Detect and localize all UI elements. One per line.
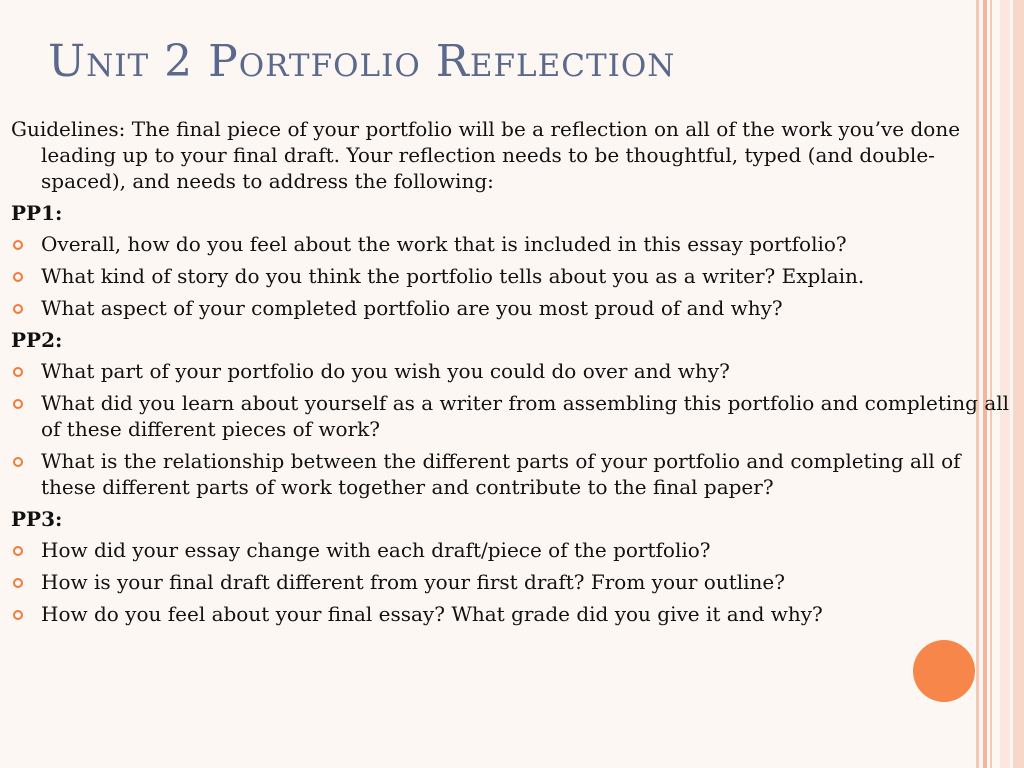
list-item-text: What part of your portfolio do you wish you could do over and why? <box>41 359 730 383</box>
bullet-list-pp1 <box>11 231 1016 321</box>
list-item-text: What aspect of your completed portfolio are you most proud of and why? <box>41 296 783 320</box>
hollow-circle-bullet-icon <box>13 457 23 467</box>
list-item-text: How is your final draft different from your first draft? From your outline? <box>41 570 785 594</box>
hollow-circle-bullet-icon <box>13 367 23 377</box>
hollow-circle-bullet-icon <box>13 578 23 588</box>
list-item-text: Overall, how do you feel about the work that is included in this essay portfolio? <box>41 232 847 256</box>
list-item <box>11 263 1016 289</box>
section-label-pp3: PP3: <box>11 507 63 531</box>
list-item <box>11 537 1016 563</box>
hollow-circle-bullet-icon <box>13 610 23 620</box>
list-item <box>11 601 1016 627</box>
hollow-circle-bullet-icon <box>13 304 23 314</box>
hollow-circle-bullet-icon <box>13 240 23 250</box>
slide-body <box>11 116 1016 633</box>
orange-circle-decoration <box>913 640 975 702</box>
hollow-circle-bullet-icon <box>13 546 23 556</box>
list-item-text: What did you learn about yourself as a writer from assembling this portfolio and completing all of these different pieces of work? <box>41 391 1010 441</box>
list-item-text: How do you feel about your final essay? What grade did you give it and why? <box>41 602 823 626</box>
list-item-text: What kind of story do you think the portfolio tells about you as a writer? Explain. <box>41 264 865 288</box>
slide-title: Unit 2 Portfolio Reflection <box>48 36 676 87</box>
bullet-list-pp2 <box>11 358 1016 500</box>
list-item-text: What is the relationship between the different parts of your portfolio and completing all of these different parts of work together and contribute to the final paper? <box>41 449 961 499</box>
section-label-pp2: PP2: <box>11 328 63 352</box>
list-item <box>11 358 1016 384</box>
list-item <box>11 390 1016 442</box>
list-item <box>11 295 1016 321</box>
list-item <box>11 569 1016 595</box>
list-item <box>11 231 1016 257</box>
bullet-list-pp3 <box>11 537 1016 627</box>
list-item <box>11 448 1016 500</box>
list-item-text: How did your essay change with each draft/piece of the portfolio? <box>41 538 711 562</box>
hollow-circle-bullet-icon <box>13 272 23 282</box>
section-label-pp1: PP1: <box>11 201 63 225</box>
hollow-circle-bullet-icon <box>13 399 23 409</box>
guidelines-paragraph: Guidelines: The final piece of your portfolio will be a reflection on all of the work you’ve done leading up to your final draft. Your reflection needs to be thoughtful, typed (and double-spaced), and needs to address the following: <box>11 117 961 193</box>
